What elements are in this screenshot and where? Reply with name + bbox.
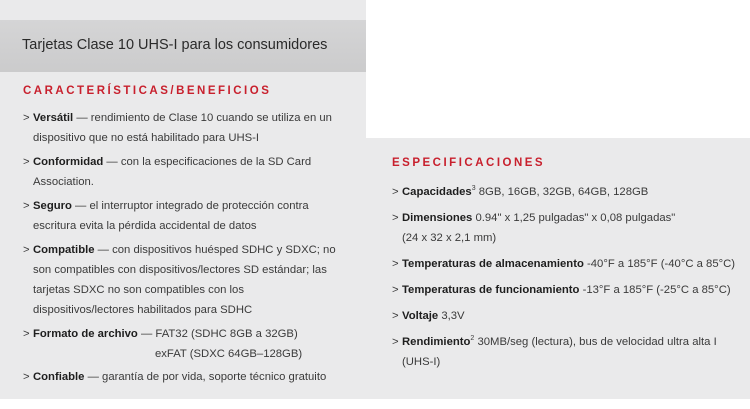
item-text: — garantía de por vida, soporte técnico gratuito	[84, 371, 327, 383]
specs-list	[392, 182, 742, 378]
list-item	[23, 240, 338, 320]
item-label: Formato de archivo	[33, 328, 138, 340]
list-item	[392, 208, 742, 248]
arrow-icon: >	[392, 336, 399, 348]
arrow-icon: >	[392, 186, 399, 198]
item-label: Capacidades	[402, 186, 472, 198]
item-text: -40°F a 185°F (-40°C a 85°C)	[583, 258, 736, 270]
item-footnote: 3	[471, 185, 476, 193]
arrow-icon: >	[392, 284, 399, 296]
list-item	[23, 367, 338, 387]
features-heading: CARACTERÍSTICAS/BENEFICIOS	[23, 85, 272, 97]
list-item	[392, 280, 742, 300]
arrow-icon: >	[392, 258, 399, 270]
list-item	[23, 152, 338, 192]
item-label: Versátil	[33, 112, 74, 124]
item-text: — el interruptor integrado de protección contra escritura evita la pérdida accidental de datos	[33, 200, 309, 232]
list-item	[23, 196, 338, 236]
arrow-icon: >	[23, 200, 30, 212]
item-text: -13°F a 185°F (-25°C a 85°C)	[579, 284, 731, 296]
item-label: Voltaje	[402, 310, 439, 322]
list-item	[23, 108, 338, 148]
arrow-icon: >	[23, 156, 30, 168]
item-label: Dimensiones	[402, 212, 473, 224]
item-text: — rendimiento de Clase 10 cuando se utiliza en un dispositivo que no está habilitado para UHS-I	[33, 112, 332, 144]
page-title: Tarjetas Clase 10 UHS-I para los consumidores	[22, 37, 328, 53]
arrow-icon: >	[23, 112, 30, 124]
specs-heading: ESPECIFICACIONES	[392, 157, 546, 169]
features-list	[23, 108, 338, 391]
item-text: — con la especificaciones de la SD Card Association.	[33, 156, 312, 188]
item-text-line2: exFAT (SDXC 64GB–128GB)	[155, 348, 303, 360]
item-label: Rendimiento	[402, 336, 471, 348]
item-label: Temperaturas de almacenamiento	[402, 258, 584, 270]
item-text: 3,3V	[438, 310, 465, 322]
item-label: Temperaturas de funcionamiento	[402, 284, 580, 296]
item-text: 0.94" x 1,25 pulgadas" x 0,08 pulgadas"	[472, 212, 676, 224]
item-text: 8GB, 16GB, 32GB, 64GB, 128GB	[475, 186, 649, 198]
item-footnote: 2	[470, 335, 475, 343]
item-text: — con dispositivos huésped SDHC y SDXC; no son compatibles con dispositivos/lectores SD estándar; las tarjetas SDXC no son compatibles con los dispositivos/lectores habilitados para SDHC	[33, 244, 336, 316]
item-label: Seguro	[33, 200, 72, 212]
list-item	[392, 254, 742, 274]
arrow-icon: >	[392, 212, 399, 224]
item-label: Compatible	[33, 244, 95, 256]
list-item	[23, 324, 338, 364]
item-text: — FAT32 (SDHC 8GB a 32GB)	[137, 328, 298, 340]
title-bar	[0, 20, 366, 72]
arrow-icon: >	[23, 244, 30, 256]
list-item	[392, 306, 742, 326]
item-text-line2: (24 x 32 x 2,1 mm)	[402, 232, 497, 244]
item-label: Conformidad	[33, 156, 104, 168]
item-label: Confiable	[33, 371, 85, 383]
arrow-icon: >	[392, 310, 399, 322]
arrow-icon: >	[23, 371, 30, 383]
arrow-icon: >	[23, 328, 30, 340]
list-item	[392, 332, 742, 372]
item-text: 30MB/seg (lectura), bus de velocidad ultra alta I (UHS-I)	[402, 336, 717, 368]
list-item	[392, 182, 742, 202]
